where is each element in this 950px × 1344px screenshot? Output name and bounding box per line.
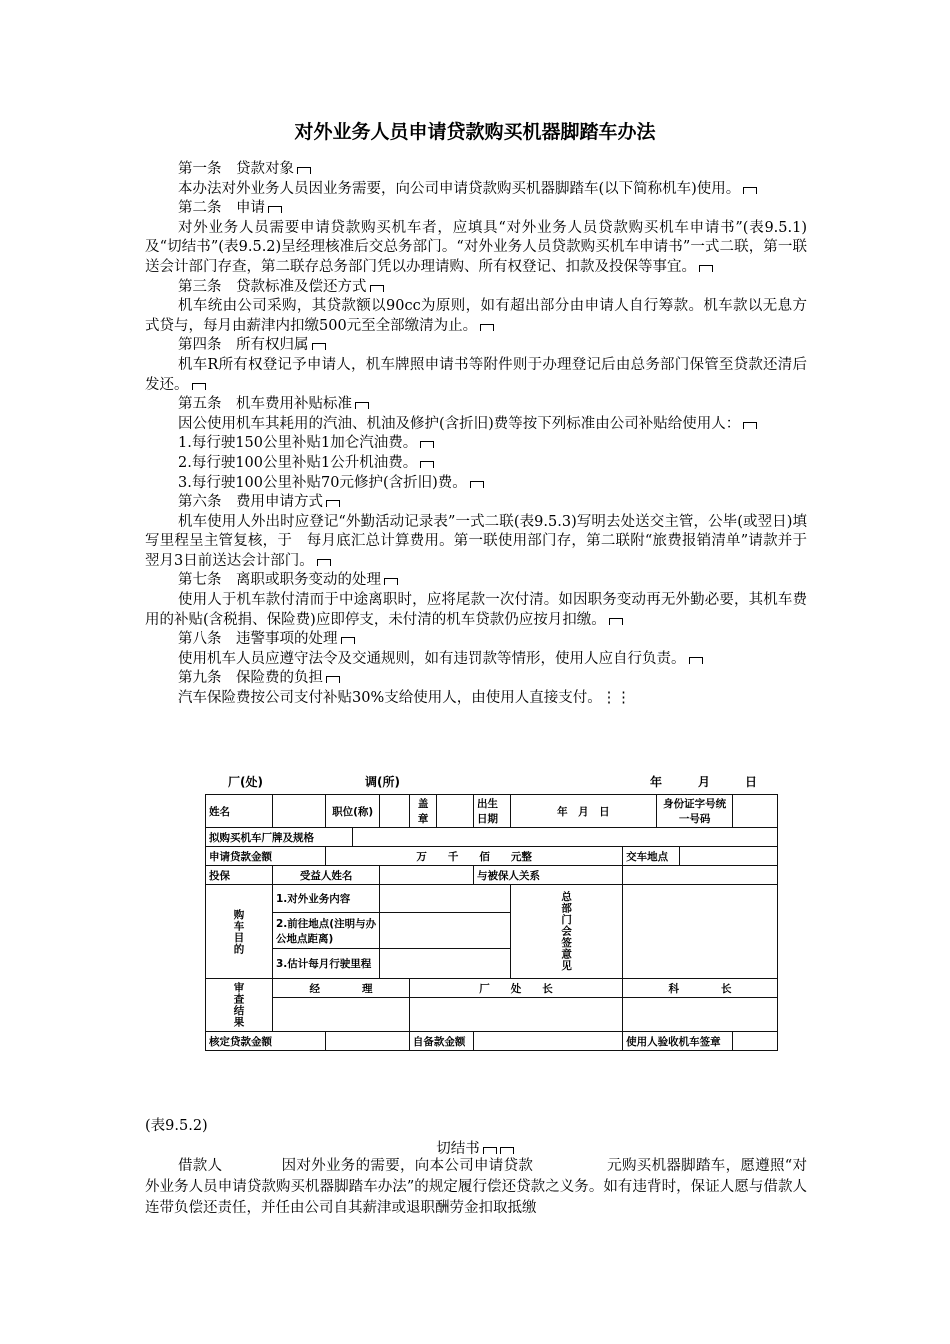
paragraph-mark-icon [370,285,384,292]
delivery-location-label: 交车地点 [623,847,680,866]
paragraph-mark-icon [297,167,311,174]
name-value [273,795,326,828]
article-heading: 第三条 贷款标准及偿还方式 [145,278,807,298]
paragraph-mark-icon [384,578,398,585]
pledge-text: 借款人 因对外业务的需要，向本公司申请贷款 元购买机器脚踏车，愿遵照“对外业务人员申请贷款购买机器脚踏车办法”的规定履行偿还贷款之义务。如有违背时，保证人愿与借款人连带负偿还责任，并任由公司自其薪津或退职酬劳金扣取抵缴 [145,1158,807,1216]
position-label: 职位(称) [326,795,380,828]
general-affairs-opinion-value [623,885,778,979]
paragraph-mark-icon [192,383,206,390]
position-value [380,795,410,828]
purpose-destination-value [380,913,511,949]
insurance-label: 投保 [206,866,273,885]
name-label: 姓名 [206,795,273,828]
paragraph-mark-icon [420,441,434,448]
beneficiary-value [380,866,474,885]
self-funded-value [473,1032,622,1051]
paragraph-mark-icon [326,500,340,507]
paragraph: 因公使用机车其耗用的汽油、机油及修护(含折旧)费等按下列标准由公司补贴给使用人： [145,415,807,435]
purpose-business-label: 1.对外业务内容 [273,885,380,913]
relation-label: 与被保人关系 [473,866,622,885]
loan-application-form [205,794,778,1051]
birth-label: 出生日期 [473,795,510,828]
article-heading: 第二条 申请 [145,199,807,219]
review-result-label: 审查结果 [206,979,273,1032]
paragraph-mark-icon [317,559,331,566]
purpose-mileage-label: 3.估计每月行驶里程 [273,949,380,979]
list-item: 2.每行驶100公里补贴1公升机油费。 [145,454,807,474]
form-header [200,773,780,793]
paragraph-mark-icon [420,461,434,468]
article-heading: 第一条 贷款对象 [145,160,807,180]
paragraph-mark-icon [480,324,494,331]
form-factory-label: 厂(处) [228,775,263,789]
form-year-label: 年 [650,775,663,789]
factory-head-value [409,998,622,1032]
paragraph-mark-icon [355,402,369,409]
approved-amount-label: 核定贷款金额 [206,1032,326,1051]
brand-label: 拟购买机车厂牌及规格 [206,828,353,847]
factory-head-label: 厂 处 长 [409,979,622,998]
paragraph-mark-icon [312,343,326,350]
manager-value [273,998,410,1032]
manager-label: 经 理 [273,979,410,998]
paragraph-mark-icon [743,422,757,429]
paragraph: 使用人于机车款付清而于中途离职时，应将尾款一次付清。如因职务变动再无外勤必要，其机车费用的补贴(含税捐、保险费)应即停支，未付清的机车贷款仍应按月扣缴。 [145,592,807,628]
delivery-location-value [679,847,777,866]
page-title: 对外业务人员申请贷款购买机器脚踏车办法 [294,121,656,143]
relation-value [623,866,778,885]
id-number-label: 身份证字号统一号码 [656,795,733,828]
paragraph: 汽车保险费按公司支付补贴30%支给使用人，由使用人直接支付。⋮⋮ [178,690,631,707]
paragraph-mark-icon [326,676,340,683]
paragraph-mark-icon [341,637,355,644]
general-affairs-opinion-label: 总部门会签意见 [511,885,623,979]
user-signature-value [733,1032,778,1051]
article-heading: 第九条 保险费的负担 [145,669,807,689]
section-title: 切结书 [0,1137,950,1158]
self-funded-label: 自备款金额 [409,1032,473,1051]
user-signature-label: 使用人验收机车签章 [623,1032,733,1051]
paragraph-mark-icon [500,1147,514,1154]
article-heading: 第七条 离职或职务变动的处理 [145,571,807,591]
paragraph-mark-icon [699,265,713,272]
section-head-value [623,998,778,1032]
paragraph-mark-icon [483,1147,497,1154]
approved-amount-value [326,1032,410,1051]
article-heading: 第四条 所有权归属 [145,336,807,356]
loan-amount-label: 申请贷款金额 [206,847,326,866]
purpose-destination-label: 2.前往地点(注明与办公地点距离) [273,913,380,949]
paragraph-mark-icon [743,187,757,194]
paragraph: 机车使用人外出时应登记“外勤活动记录表”一式二联(表9.5.3)写明去处送交主管，公毕(或翌日)填写里程呈主管复核，于 每月底汇总计算费用。第一联使用部门存，第二联附“旅费报销清单”请款并于翌月3日前送达会计部门。 [145,513,807,569]
paragraph-mark-icon [470,481,484,488]
article-heading: 第六条 费用申请方式 [145,493,807,513]
seal-label: 盖章 [409,795,436,828]
document-body [145,160,807,709]
birth-value: 年 月 日 [511,795,657,828]
article-heading: 第五条 机车费用补贴标准 [145,395,807,415]
list-item: 1.每行驶150公里补贴1加仑汽油费。 [145,434,807,454]
paragraph: 对外业务人员需要申请贷款购买机车者，应填具“对外业务人员贷款购买机车申请书”(表9.5.1)及“切结书”(表9.5.2)呈经理核准后交总务部门。“对外业务人员贷款购买机车申请书”一式二联，第一联送会计部门存查，第二联存总务部门凭以办理请购、所有权登记、扣款及投保等事宜。 [145,219,807,275]
seal-value [437,795,474,828]
loan-amount-units: 万 千 佰 元整 [326,847,623,866]
purpose-business-value [380,885,511,913]
beneficiary-label: 受益人姓名 [273,866,380,885]
table-number: (表9.5.2) [145,1118,208,1134]
section-head-label: 科 长 [623,979,778,998]
list-item: 3.每行驶100公里补贴70元修护(含折旧)费。 [145,474,807,494]
brand-value [353,828,778,847]
paragraph-mark-icon [609,618,623,625]
purpose-mileage-value [380,949,511,979]
paragraph-mark-icon [689,657,703,664]
paragraph: 机车统由公司采购，其贷款额以90cc为原则，如有超出部分由申请人自行筹款。机车款以无息方式贷与，每月由薪津内扣缴500元至全部缴清为止。 [145,298,807,334]
paragraph: 使用机车人员应遵守法令及交通规则，如有违罚款等情形，使用人应自行负责。 [145,650,807,670]
article-heading: 第八条 违警事项的处理 [145,630,807,650]
id-number-value [733,795,778,828]
form-dept-label: 调(所) [365,775,400,789]
paragraph: 机车R所有权登记予申请人，机车牌照申请书等附件则于办理登记后由总务部门保管至贷款还清后发还。 [145,356,807,393]
form-day-label: 日 [745,775,758,789]
paragraph: 本办法对外业务人员因业务需要，向公司申请贷款购买机器脚踏车(以下简称机车)使用。 [145,180,807,200]
form-month-label: 月 [698,775,711,789]
paragraph-mark-icon [268,206,282,213]
purpose-label: 购车目的 [206,885,273,979]
